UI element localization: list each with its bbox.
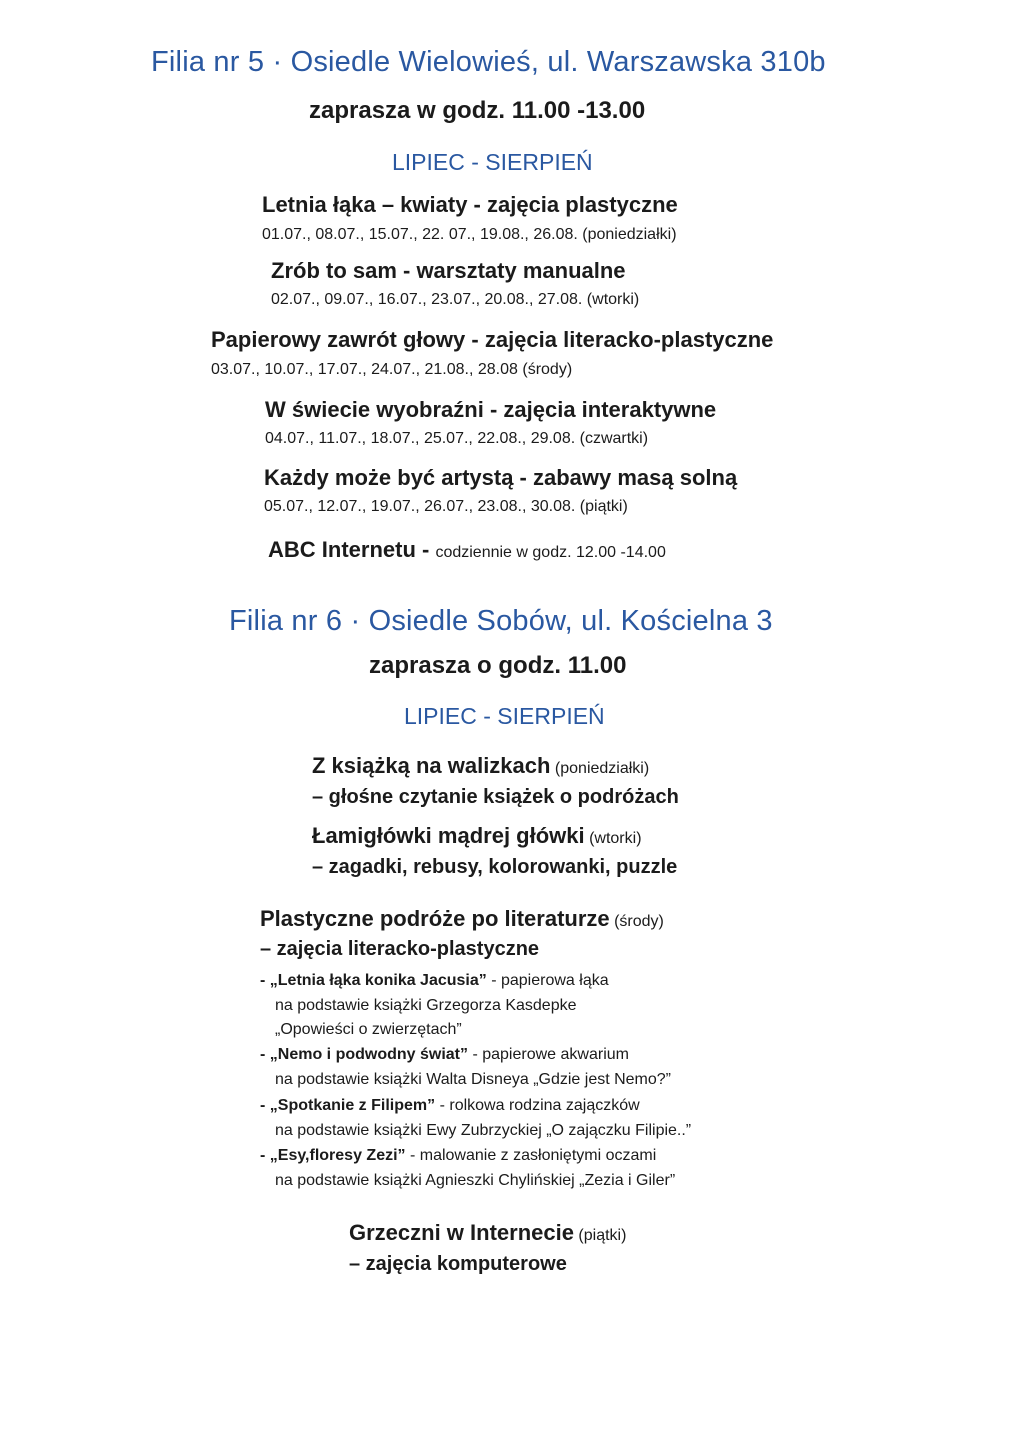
list-item-detail: na podstawie książki Agnieszki Chylińskiej „Zezia i Giler”	[275, 1172, 676, 1189]
wed-title: Plastyczne podróże po literaturze	[260, 906, 610, 931]
list-item-title: - „Letnia łąka konika Jacusia”	[260, 972, 487, 989]
activity-dates: 01.07., 08.07., 15.07., 22. 07., 19.08., 26.08. (poniedziałki)	[262, 226, 677, 243]
activity-title: Każdy może być artystą - zabawy masą solną	[264, 465, 738, 490]
list-item-detail: na podstawie książki Grzegorza Kasdepke	[275, 997, 577, 1014]
list-item	[260, 1147, 656, 1165]
internet-note: codziennie w godz. 12.00 -14.00	[435, 544, 666, 561]
wed-line	[260, 906, 664, 932]
fri-title: Grzeczni w Internecie	[349, 1220, 574, 1245]
internet-title: ABC Internetu -	[268, 537, 436, 562]
list-item	[260, 1097, 640, 1115]
filia5-months: LIPIEC - SIERPIEŃ	[392, 149, 593, 175]
filia6-title: Filia nr 6 · Osiedle Sobów, ul. Kościelna 3	[229, 605, 773, 637]
list-item-title: - „Nemo i podwodny świat”	[260, 1046, 469, 1063]
internet-line	[268, 537, 666, 563]
list-item-detail: „Opowieści o zwierzętach”	[275, 1021, 462, 1038]
list-item	[260, 1046, 629, 1064]
activity-dates: 04.07., 11.07., 18.07., 25.07., 22.08., 29.08. (czwartki)	[265, 430, 649, 447]
list-item-detail: na podstawie książki Ewy Zubrzyckiej „O zajączku Filipie..”	[275, 1122, 692, 1139]
filia6-hours: zaprasza o godz. 11.00	[369, 652, 627, 679]
activity-dates: 03.07., 10.07., 17.07., 24.07., 21.08., 28.08 (środy)	[211, 361, 573, 378]
list-item-detail: na podstawie książki Walta Disneya „Gdzie jest Nemo?”	[275, 1071, 672, 1088]
list-item-rest: - rolkowa rodzina zajączków	[435, 1097, 640, 1114]
list-item-rest: - malowanie z zasłoniętymi oczami	[405, 1147, 657, 1164]
mon-desc: – głośne czytanie książek o podróżach	[312, 786, 679, 808]
activity-title: Papierowy zawrót głowy - zajęcia literacko-plastyczne	[211, 327, 774, 352]
fri-desc: – zajęcia komputerowe	[349, 1253, 567, 1275]
filia5-hours: zaprasza w godz. 11.00 -13.00	[309, 97, 646, 124]
activity-title: Letnia łąka – kwiaty - zajęcia plastyczne	[262, 192, 678, 217]
list-item-rest: - papierowe akwarium	[468, 1046, 629, 1063]
activity-dates: 02.07., 09.07., 16.07., 23.07., 20.08., 27.08. (wtorki)	[271, 291, 640, 308]
tue-line	[312, 823, 642, 849]
wed-day: (środy)	[614, 913, 664, 930]
filia5-title: Filia nr 5 · Osiedle Wielowieś, ul. Warszawska 310b	[151, 46, 826, 78]
fri-line	[349, 1220, 626, 1246]
wed-desc: – zajęcia literacko-plastyczne	[260, 938, 540, 960]
tue-title: Łamigłówki mądrej główki	[312, 823, 585, 848]
list-item	[260, 972, 609, 990]
mon-line	[312, 753, 649, 779]
list-item-title: - „Spotkanie z Filipem”	[260, 1097, 436, 1114]
tue-day: (wtorki)	[589, 830, 642, 847]
fri-day: (piątki)	[578, 1227, 627, 1244]
list-item-title: - „Esy,floresy Zezi”	[260, 1147, 406, 1164]
tue-desc: – zagadki, rebusy, kolorowanki, puzzle	[312, 856, 678, 878]
mon-day: (poniedziałki)	[554, 760, 650, 777]
list-item-rest: - papierowa łąka	[486, 972, 609, 989]
activity-dates: 05.07., 12.07., 19.07., 26.07., 23.08., 30.08. (piątki)	[264, 498, 628, 515]
activity-title: W świecie wyobraźni - zajęcia interaktywne	[265, 397, 717, 422]
mon-title: Z książką na walizkach	[312, 753, 551, 778]
filia6-months: LIPIEC - SIERPIEŃ	[404, 703, 605, 729]
activity-title: Zrób to sam - warsztaty manualne	[271, 258, 626, 283]
